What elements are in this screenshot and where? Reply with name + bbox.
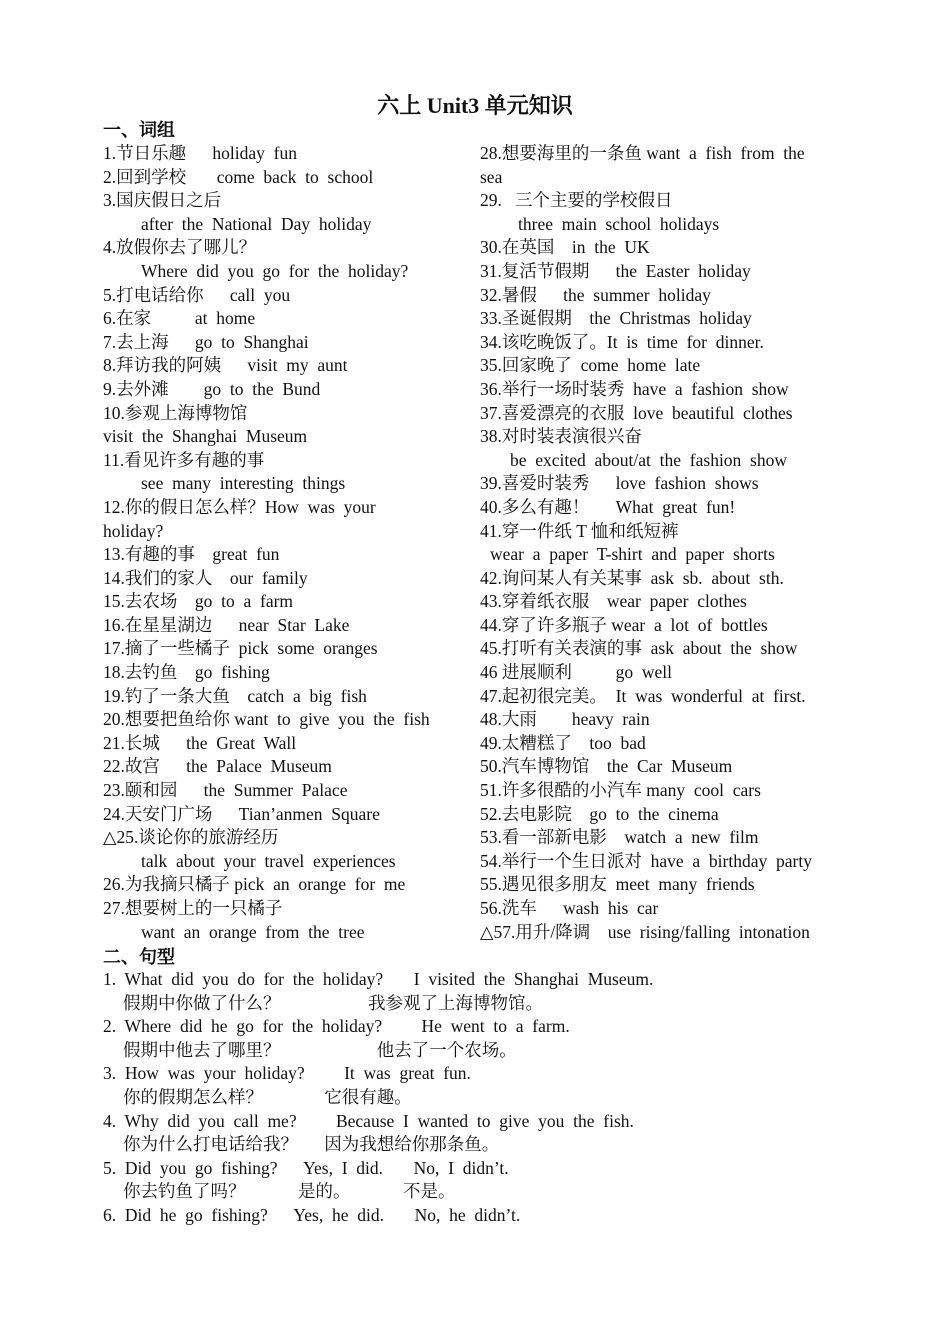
phrase-line: 7.去上海 go to Shanghai xyxy=(103,331,309,352)
phrase-line: △57.用升/降调 use rising/falling intonation xyxy=(480,921,810,942)
sentence-line: 5. Did you go fishing? Yes, I did. No, I didn’t. xyxy=(103,1157,509,1178)
phrase-line: 47.起初很完美。 It was wonderful at first. xyxy=(480,685,806,706)
phrase-line: 45.打听有关表演的事 ask about the show xyxy=(480,638,798,659)
phrase-line: 18.去钓鱼 go fishing xyxy=(103,662,270,683)
phrase-line: 11.看见许多有趣的事 xyxy=(103,449,265,470)
phrase-line: 20.想要把鱼给你 want to give you the fish xyxy=(103,709,430,730)
sentence-translation: 假期中他去了哪里？ 他去了一个农场。 xyxy=(123,1039,517,1060)
phrase-line: want an orange from the tree xyxy=(141,921,365,942)
phrase-line: 21.长城 the Great Wall xyxy=(103,732,297,753)
phrase-line: 2.回到学校 come back to school xyxy=(103,166,374,187)
phrase-line: 9.去外滩 go to the Bund xyxy=(103,378,321,399)
phrase-line: 30.在英国 in the UK xyxy=(480,237,650,258)
phrase-line: 39.喜爱时装秀 love fashion shows xyxy=(480,473,759,494)
section-heading-sentences: 二、句型 xyxy=(103,947,175,967)
document-title: 六上 Unit3 单元知识 xyxy=(377,93,573,118)
phrase-line: 52.去电影院 go to the cinema xyxy=(480,803,719,824)
phrase-line: 56.洗车 wash his car xyxy=(480,898,659,918)
phrase-line: 46 进展顺利 go well xyxy=(480,662,673,683)
sentence-line: 4. Why did you call me? Because I wanted to give you the fish. xyxy=(103,1110,634,1131)
phrase-line: 16.在星星湖边 near Star Lake xyxy=(103,614,350,635)
phrase-line: 8.拜访我的阿姨 visit my aunt xyxy=(103,355,348,376)
sentence-translation: 你去钓鱼了吗？ 是的。 不是。 xyxy=(123,1181,456,1202)
phrases-left-column xyxy=(103,142,465,944)
phrase-line: 34.该吃晚饭了。It is time for dinner. xyxy=(480,331,764,352)
phrase-line: wear a paper T-shirt and paper shorts xyxy=(490,544,775,565)
phrase-line: holiday? xyxy=(103,520,164,541)
phrases-right-column xyxy=(480,142,850,944)
sentence-translation: 你的假期怎么样？ 它很有趣。 xyxy=(123,1086,412,1107)
phrase-line: 31.复活节假期 the Easter holiday xyxy=(480,260,751,281)
sentence-line: 6. Did he go fishing? Yes, he did. No, he didn’t. xyxy=(103,1204,521,1225)
phrase-line: 48.大雨 heavy rain xyxy=(480,709,650,730)
phrase-line: 27.想要树上的一只橘子 xyxy=(103,898,283,918)
phrase-line: 1.节日乐趣 holiday fun xyxy=(103,143,297,163)
phrase-line: 32.暑假 the summer holiday xyxy=(480,284,711,305)
phrase-line: 49.太糟糕了 too bad xyxy=(480,732,646,753)
phrase-line: 6.在家 at home xyxy=(103,308,256,329)
phrase-line: 17.摘了一些橘子 pick some oranges xyxy=(103,638,378,659)
phrase-line: 36.举行一场时装秀 have a fashion show xyxy=(480,378,789,399)
sentence-line: 2. Where did he go for the holiday? He went to a farm. xyxy=(103,1016,570,1037)
phrase-line: 50.汽车博物馆 the Car Museum xyxy=(480,756,733,777)
phrase-line: 19.钓了一条大鱼 catch a big fish xyxy=(103,685,367,706)
phrase-line: 51.许多很酷的小汽车 many cool cars xyxy=(480,780,761,801)
phrase-line: 44.穿了许多瓶子 wear a lot of bottles xyxy=(480,614,768,635)
phrase-line: 38.对时装表演很兴奋 xyxy=(480,426,642,447)
phrase-line: 54.举行一个生日派对 have a birthday party xyxy=(480,850,812,871)
phrase-line: 43.穿着纸衣服 wear paper clothes xyxy=(480,591,747,612)
sentence-translation: 假期中你做了什么？ 我参观了上海博物馆。 xyxy=(123,992,543,1013)
phrase-line: 40.多么有趣！ What great fun! xyxy=(480,496,736,517)
phrase-line: Where did you go for the holiday? xyxy=(141,260,409,281)
phrase-line: 5.打电话给你 call you xyxy=(103,284,291,305)
phrase-line: 23.颐和园 the Summer Palace xyxy=(103,780,348,801)
phrase-line: 35.回家晚了 come home late xyxy=(480,355,701,376)
phrase-line: 22.故宫 the Palace Museum xyxy=(103,756,332,777)
phrase-line: 33.圣诞假期 the Christmas holiday xyxy=(480,308,752,329)
sentence-translation: 你为什么打电话给我？ 因为我想给你那条鱼。 xyxy=(123,1134,500,1155)
phrase-line: 13.有趣的事 great fun xyxy=(103,544,280,565)
phrase-line: 53.看一部新电影 watch a new film xyxy=(480,827,759,848)
phrase-line: 4.放假你去了哪儿？ xyxy=(103,237,257,258)
phrase-line: 28.想要海里的一条鱼 want a fish from the xyxy=(480,143,805,163)
phrase-line: 3.国庆假日之后 xyxy=(103,190,222,211)
phrase-line: sea xyxy=(480,166,503,187)
phrase-line: 42.询问某人有关某事 ask sb. about sth. xyxy=(480,567,784,588)
phrase-line: be excited about/at the fashion show xyxy=(510,449,788,470)
sentence-line: 3. How was your holiday? It was great fun. xyxy=(103,1063,471,1084)
phrase-line: 41.穿一件纸 T 恤和纸短裤 xyxy=(480,520,679,541)
phrase-line: 15.去农场 go to a farm xyxy=(103,591,294,612)
phrase-line: △25.谈论你的旅游经历 xyxy=(103,827,279,848)
sentence-patterns xyxy=(103,968,903,1228)
phrase-line: see many interesting things xyxy=(141,473,346,494)
phrase-line: 10.参观上海博物馆 xyxy=(103,402,248,423)
phrase-line: 12.你的假日怎么样？How was your xyxy=(103,496,376,517)
phrase-line: 14.我们的家人 our family xyxy=(103,567,308,588)
phrase-line: visit the Shanghai Museum xyxy=(103,426,308,447)
sentence-line: 1. What did you do for the holiday? I visited the Shanghai Museum. xyxy=(103,969,654,989)
phrase-line: 37.喜爱漂亮的衣服 love beautiful clothes xyxy=(480,402,793,423)
phrase-line: 24.天安门广场 Tian’anmen Square xyxy=(103,803,380,824)
phrase-line: 29. 三个主要的学校假日 xyxy=(480,190,673,211)
phrase-line: 26.为我摘只橘子 pick an orange for me xyxy=(103,874,406,895)
phrase-line: after the National Day holiday xyxy=(141,213,372,234)
phrase-line: three main school holidays xyxy=(518,213,720,234)
section-heading-phrases: 一、词组 xyxy=(103,120,175,140)
phrase-line: talk about your travel experiences xyxy=(141,850,396,871)
phrase-line: 55.遇见很多朋友 meet many friends xyxy=(480,874,755,895)
